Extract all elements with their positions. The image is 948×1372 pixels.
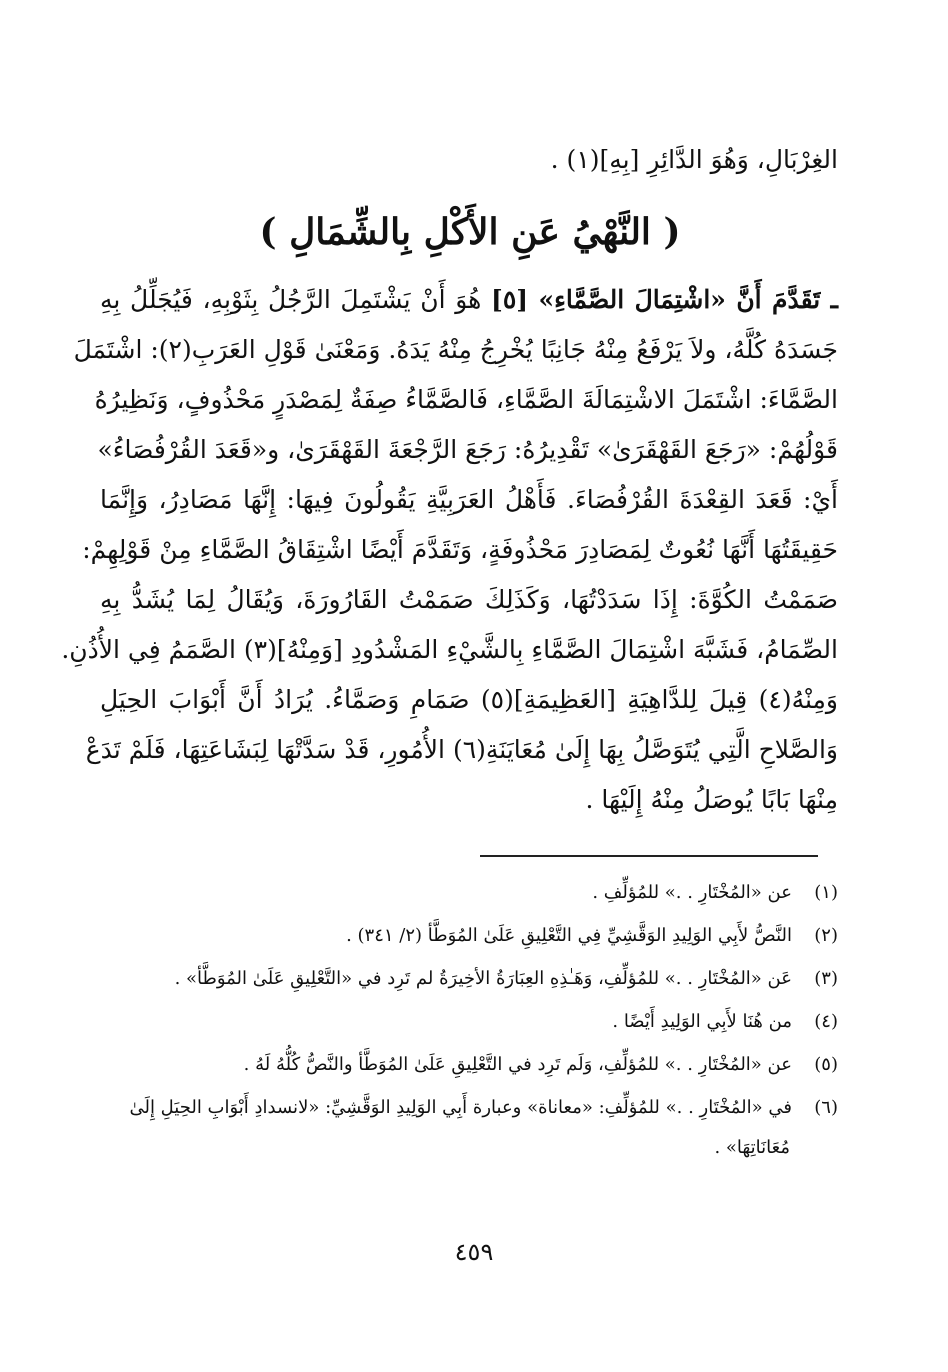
footnote-number: (٦)	[814, 1097, 838, 1118]
body-line-10: وَالصَّلاحِ الَّتِي يُتَوَصَّلُ بِهَا إِلَىٰ مُعَايَنَةِ(٦) الأُمُورِ، قَدْ سَدَّتْهَا لِبَشَاعَتِهَا، فَلَمْ تَدَعْ	[85, 735, 838, 764]
footnote-1	[100, 875, 838, 911]
body-line-11: مِنْهَا بَابًا يُوصَلُ مِنْهُ إِلَيْهَا .	[585, 785, 838, 814]
body-line-1-rest: هُوَ أَنْ يَشْتَمِلَ الرَّجُلُ بِثَوْبِهِ، فَيُجَلِّلُ بِهِ	[100, 285, 491, 314]
footnote-number: (٤)	[814, 1011, 838, 1032]
footnote-4	[100, 1004, 838, 1040]
page-number: ٤٥٩	[454, 1238, 494, 1266]
body-line-7: صَمَمْتُ الكُوَّةَ: إِذَا سَدَدْتُهَا، وَكَذَلِكَ صَمَمْتُ القَارُورَةَ، وَيُقَالُ لِمَا يُشَدُّ بِهِ	[100, 585, 838, 614]
footnote-number: (١)	[814, 882, 838, 903]
footnote-2	[100, 918, 838, 954]
footnote-text: عن «المُخْتَارِ . .» للمُؤلِّفِ .	[592, 882, 792, 903]
footnote-number: (٣)	[814, 968, 838, 989]
body-line-3: الصَّمَّاءَ: اشْتَمَلَ الاشْتِمَالَةَ الصَّمَّاءِ، فَالصَّمَّاءُ صِفَةٌ لِمَصْدَرٍ مَحْذُوفٍ، وَنَظِيرُهُ	[94, 385, 838, 414]
footnote-text: النَّصُّ لأَبِي الوَلِيدِ الوَقَّشِيِّ فِي التَّعْلِيقِ عَلَىٰ المُوَطَّأ (٢/ ٣٤١) .	[346, 925, 792, 946]
body-line-8: الصِّمَامُ، فَشَبَّهَ اشْتِمَالَ الصَّمَّاءِ بِالشَّيْءِ المَشْدُودِ [وَمِنْهُ](٣) الصَّمَمُ فِي الأُذُنِ.	[61, 635, 838, 664]
footnote-text: من هُنَا لأَبِي الوَلِيدِ أَيْضًا .	[612, 1011, 792, 1032]
footnote-5	[100, 1047, 838, 1083]
footnote-text: عَن «المُخْتَارِ . .» للمُؤلِّفِ، وَهَـٰذِهِ العِبَارَةُ الأخِيرَةُ لم تَرِد في «التَّعْلِيقِ عَلَىٰ المُوَطَّأ» .	[174, 968, 792, 989]
footnote-6-continuation: مُعَانَاتِهَا» .	[714, 1137, 790, 1158]
body-line-6: حَقِيقَتُهَا أَنَّهَا نُعُوتٌ لِمَصَادِرَ مَحْذُوفَةٍ، وَتَقَدَّمَ أَيْضًا اشْتِقَاقُ الصَّمَّاءِ مِنْ قَوْلِهِمْ:	[82, 535, 838, 564]
body-line-1	[100, 275, 838, 325]
footnote-3	[100, 961, 838, 997]
footnote-number: (٢)	[814, 925, 838, 946]
body-line-2: جَسَدَهُ كُلَّهُ، ولاَ يَرْفَعُ مِنْهُ جَانِبًا يُخْرِجُ مِنْهُ يَدَهُ. وَمَعْنَىٰ قَوْلِ العَرَبِ(٢): اشْتَمَلَ	[73, 335, 838, 364]
footnote-text: عن «المُخْتَارِ . .» للمُؤلِّفِ، وَلَم تَرِد في التَّعْلِيقِ عَلَىٰ المُوَطَّأ والنَّصُّ كُلُّهُ لَهُ .	[243, 1054, 792, 1075]
intro-line: الغِرْبَالِ، وَهُوَ الدَّائِرِ [بِهِ](١) .	[550, 145, 838, 174]
footnote-number: (٥)	[814, 1054, 838, 1075]
body-line-4: قَوْلُهُمْ: «رَجَعَ القَهْقَرَىٰ» تَقْدِيرُهُ: رَجَعَ الرَّجْعَةَ القَهْقَرَىٰ، و«قَعَدَ القُرْفُصَاءُ»	[97, 435, 838, 464]
footnote-text: في «المُخْتَارِ . .» للمُؤلِّفِ: «معاناة» وعبارة أَبِي الوَلِيدِ الوَقَّشِيِّ: «لانسدادِ أَبْوَابِ الحِيَلِ إِلَىٰ	[129, 1097, 792, 1118]
body-line-5: أَيْ: قَعَدَ القِعْدَةَ القُرْفُصَاءَ. فَأَهْلُ العَرَبِيَّةِ يَقُولُونَ فِيهَا: إِنَّهَا مَصَادِرُ، وَإِنَّمَا	[100, 485, 838, 514]
footnote-separator	[480, 855, 818, 857]
body-line-9: وَمِنْهُ(٤) قِيلَ لِلدَّاهِيَةِ [العَظِيمَةِ](٥) صَمَامِ وَصَمَّاءُ. يُرَادُ أَنَّ أَبْوَابَ الحِيَلِ	[100, 685, 839, 714]
section-heading: ( النَّهْيُ عَنِ الأَكْلِ بِالشِّمَالِ )	[259, 211, 681, 253]
body-line-1-bold: ـ تَقَدَّمَ أَنَّ «اشْتِمَالَ الصَّمَّاءِ» [٥]	[490, 285, 838, 314]
footnote-6	[100, 1090, 838, 1126]
